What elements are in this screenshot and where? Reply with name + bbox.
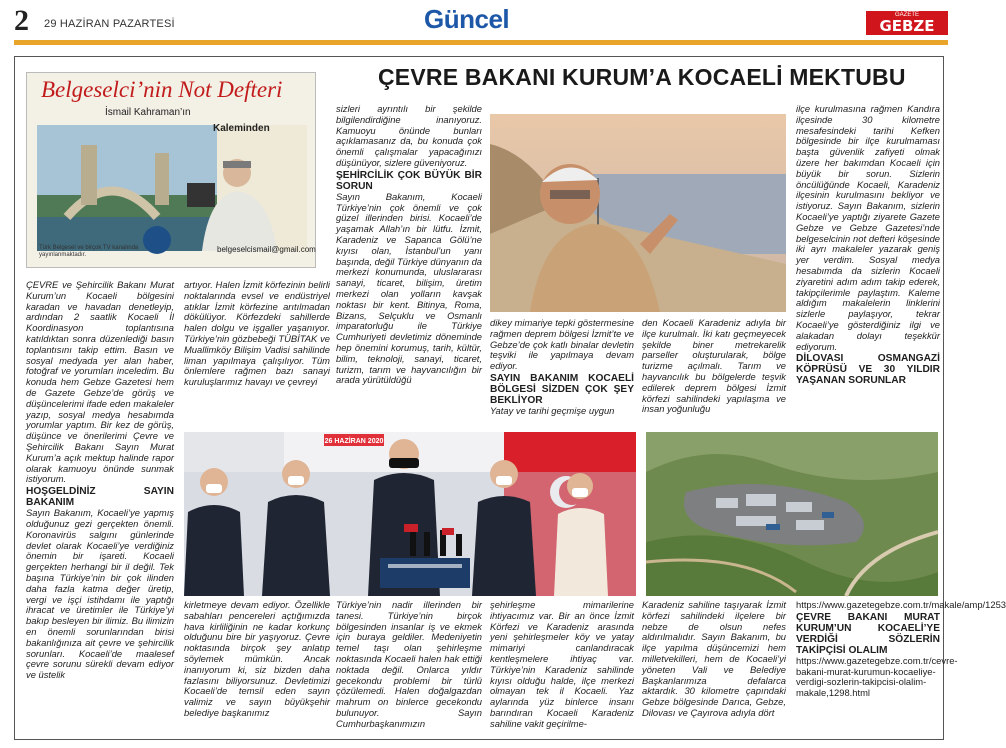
- paragraph: sizleri ayrıntılı bir şekilde bilgilendirdiğine inanıyoruz. Kamuoyu önünde bunları açıklamasanız da, bu konuda çok önemli çalışmalar yapacağınızı düşünüyor, sizlere güveniyoruz.: [336, 103, 482, 168]
- paragraph: ÇEVRE ve Şehircilik Bakanı Murat Kurum’un Kocaeli bölgesini karadan ve havadan denetleyip, ardından 2 saatlik Kocaeli İl Koordinasyon toplantısına katıldıktan sonra düzenlediği basın toplantısını takip ettim. Basın ve sosyal medyada yer alan haber, fotoğraf ve yorumları inceledim. Bu konuda hem Gebze Gazetesi hem de Gazete Gebze’de görüş ve düşüncelerimi ifade eden makaleler yazıp, sosyal medya hesabımda yorumlar yaptım. Bir kez de görüş, düşünce ve önerilerimi Çevre ve Şehircilik Bakanı Sayın Murat Kurum’a açık mektup halinde rapor olarak kamuoyu önünde sunmak istiyorum.: [26, 279, 174, 485]
- photo-aerial-industry: [646, 432, 938, 596]
- paragraph: Sayın Bakanım, Kocaeli Türkiye’nin çok önemli ve çok güzel illerinden birisi. Kocaeli’de yaşamak Allah’ın bir lütfu. İzmit, Karadeniz ve Sapanca Gölü’ne kıyısı olan, İstanbul’un yanı başında, değil Türkiye dünyanın da merkezi konumunda, uluslararası sanayi, ticaret, bilişim, üretim merkezi olan yolların kavşak noktası bir kent. Bitinya, Roma, Bizans, Selçuklu ve Osmanlı imparatorluğu ile Türkiye Cumhuriyeti devletimiz döneminde hep önemini korumuş, tarih, kültür, bilim, teknoloji, sanayi, ticaret, turizm, tarım ve hayvancılığın bir arada yürütüldüğü: [336, 190, 482, 386]
- column-title: Belgeselci’nin Not Defteri: [41, 77, 283, 102]
- article-link[interactable]: https://www.gazetegebze.com.tr/cevre-bakani-murat-kurumun-kocaeliye-verdigi-sozlerin-takipcisi-olalim-makale,1298.html: [796, 654, 958, 699]
- column-author: İsmail Kahraman’ın: [105, 107, 191, 118]
- paragraph: Yatay ve tarihi geçmişe uygun: [490, 404, 615, 416]
- text-column-5: [642, 318, 786, 426]
- subheading: SAYIN BAKANIM KOCAELİ BÖLGESİ SİZDEN ÇOK ŞEY BEKLİYOR: [490, 372, 634, 406]
- logo-text: GEBZE: [879, 17, 935, 35]
- text-column-1: [26, 280, 174, 734]
- paragraph: artıyor. Halen İzmit körfezinin belirli noktalarında evsel ve endüstriyel atıklar İzmit körfezine arıtılmadan dökülüyor. Körfezdeki sahillerde halen dolgu ve işgaller yaşanıyor. Türkiye’nin gözbebeği TÜBİTAK ve Muallimköy Bilişim Vadisi sahilinde liman yapılmaya çalışılıyor. Tüm önlemlere rağmen bazı sanayi kuruluşlarımız havayı ve çevreyi: [184, 279, 330, 388]
- paragraph: Karadeniz sahiline taşıyarak İzmit körfezi sahilindeki ilçelere bir nebze de olsun nefes aldırılmalıdır. Sayın Bakanım, bu ilçe yapılma düşüncemizi hem milletvekilleri, hem de Kocaeli’yi yöneten Vali ve Belediye Başkanlarımıza defalarca aktardık. 30 kilometre çapındaki Gebze bölgesinde Darıca, Gebze, Dilovası ve Çayırova adıyla dört: [642, 599, 786, 718]
- text-column-10: [642, 600, 786, 736]
- photo-author-seaside: [490, 114, 786, 312]
- paragraph: den Kocaeli Karadeniz adıyla bir ilçe kurulmalı. İki katı geçmeyecek şekilde biner metrekarelik parseller oluşturularak, bölge turizme açılmalı. Tarım ve hayvancılık bu bölgelerde teşvik edilerek deprem bölgesi İzmit körfezi sahilindeki yapılaşma ve insan yoğunluğu: [642, 317, 786, 415]
- paragraph: Türkiye’nin nadir illerinden bir tanesi. Türkiye’nin birçok bölgesinden insanlar iş ve ekmek için buraya geldiler. Medeniyetin temel taşı olan şehirleşme noktasında Kocaeli halen hak ettiği noktada değil. Onlarca yıldır gecekondu problemi bir türlü çözülemedi. Halen doğalgazdan mahrum on binlerce gecekondu bulunuyor. Sayın Cumhurbaşkanımızın: [336, 599, 482, 729]
- text-column-9: [490, 600, 634, 736]
- header-rule: [14, 40, 948, 45]
- column-email: belgeselcismail@gmail.com: [217, 245, 316, 254]
- text-column-8: [336, 600, 482, 736]
- paragraph: kirletmeye devam ediyor. Özellikle sabahları pencereleri açtığımızda hava kirliliğinin ne kadar korkunç olduğunu bire bir yaşıyoruz. Çevre noktasında birçok şey anlatıp söylemek mümkün. Ancak inanıyorum ki, siz bizden daha fazlasını biliyorsunuz. Devletimizi Kocaeli’de temsil eden sayın valimiz ve sayın büyükşehir belediye başkanımız: [184, 599, 330, 718]
- text-column-2: [184, 280, 330, 426]
- article-link[interactable]: https://www.gazetegebze.com.tr/makale/amp/1253: [796, 599, 1006, 610]
- columnist-box: [26, 72, 316, 268]
- subheading: ÇEVRE BAKANI MURAT KURUM’UN KOCAELİ’YE VERDİĞİ SÖZLERİN TAKİPÇİSİ OLALIM: [796, 611, 940, 656]
- text-column-6: [796, 104, 940, 426]
- text-column-11: [796, 599, 1006, 736]
- paragraph: Sayın Bakanım, Kocaeli’ye yapmış olduğunuz gezi gerçekten önemli. Koronavirüs salgını günlerinde devlet olarak Kocaeli’ye verdiğiniz önemin bir işareti. Kocaeli gerçekten herhangi bir il değil. Tek başına Türkiye’nin bir çok ilinden daha fazla katma değer üretip, vergi ve işçi istihdamı ile yaptığı ihracat ve üretimler ile Türkiye’yi bakıp besleyen bir ilimiz. Bu ilimizin en önemli sorunlarından birisi bakanlığınıza ait çevre ve şehircilik sorunları. Kocaeli’de maalesef çevre sorunu sürekli devam ediyor ve üstelik: [26, 507, 174, 681]
- paragraph: şehirleşme mimarilerine ihtiyacımız var. Bir an önce İzmit Körfezi ve Karadeniz arasında yeni şehirleşmeler köy ve yatay mimariyi canlandıracak kentleşmelere ihtiyaç var. Türkiye’nin Karadeniz sahilinde kıyısı olduğu halde, ilçe merkezi olmayan tek il Kocaeli. Yaz aylarında yüz binlerce insanı barındıran Kocaeli Karadeniz sahiline vakit geçirilme-: [490, 599, 634, 729]
- text-column-7: [184, 600, 330, 736]
- headline: ÇEVRE BAKANI KURUM’A KOCAELİ MEKTUBU: [378, 64, 906, 90]
- subheading: DİLOVASI OSMANGAZİ KÖPRÜSÜ VE 30 YILDIR YAŞANAN SORUNLAR: [796, 353, 940, 387]
- page-number: 2: [14, 4, 29, 37]
- column-byline: Kaleminden: [213, 123, 270, 134]
- text-column-3: [336, 104, 482, 426]
- logo-small-text: GAZETE: [894, 12, 919, 18]
- text-column-4: [490, 318, 634, 426]
- subheading: HOŞGELDİNİZ SAYIN BAKANIM: [26, 486, 174, 509]
- photo-press-conference: [184, 432, 636, 596]
- section-title: Güncel: [424, 4, 510, 34]
- columnist-photo: [37, 125, 307, 251]
- press-banner-date: 26 HAZİRAN 2020: [324, 438, 384, 445]
- issue-date: 29 HAZİRAN PAZARTESİ: [44, 18, 175, 30]
- column-caption: Türk Belgesel ve birçok TV kanalında yayınlanmaktadır.: [39, 245, 139, 258]
- paragraph: dikey mimariye tepki göstermesine rağmen deprem bölgesi İzmit’te ve Gebze’de çok katlı binalar devletin teşviki ile yapılmaya devam ediyor.: [490, 317, 634, 372]
- newspaper-logo: [866, 11, 948, 35]
- paragraph: ilçe kurulmasına rağmen Kandıra ilçesinde 30 kilometre mesafesindeki tarihi Kefken bölgesinde bir ilçe kurulmaması başta güvenlik zafiyeti olmak üzere her bakımdan Kocaeli için büyük bir sorun. Sizlerin öncülüğünde Kocaeli, Karadeniz ilçesinin kurulmasını bekliyor ve istiyoruz. Sayın Bakanım, sizlerin Kocaeli’ye yaptığı ziyarete Gazete Gebze ve Gebze Gazetesi’nde belgeselcinin not defteri köşesinde iki ayrı makaleler yazarak geniş yer verdim. Sosyal medya hesabımda da sizlerin Kocaeli ziyaretini adım adım takip ederek, takipçilerimle paylaştım. Kaleme aldığım makalelerin linklerini sizlerle paylaşıyor, tekrar Kocaeli’ye gösterdiğiniz ilgi ve alakadan dolayı teşekkür ediyorum.: [796, 103, 940, 352]
- subheading: ŞEHİRCİLİK ÇOK BÜYÜK BİR SORUN: [336, 169, 482, 192]
